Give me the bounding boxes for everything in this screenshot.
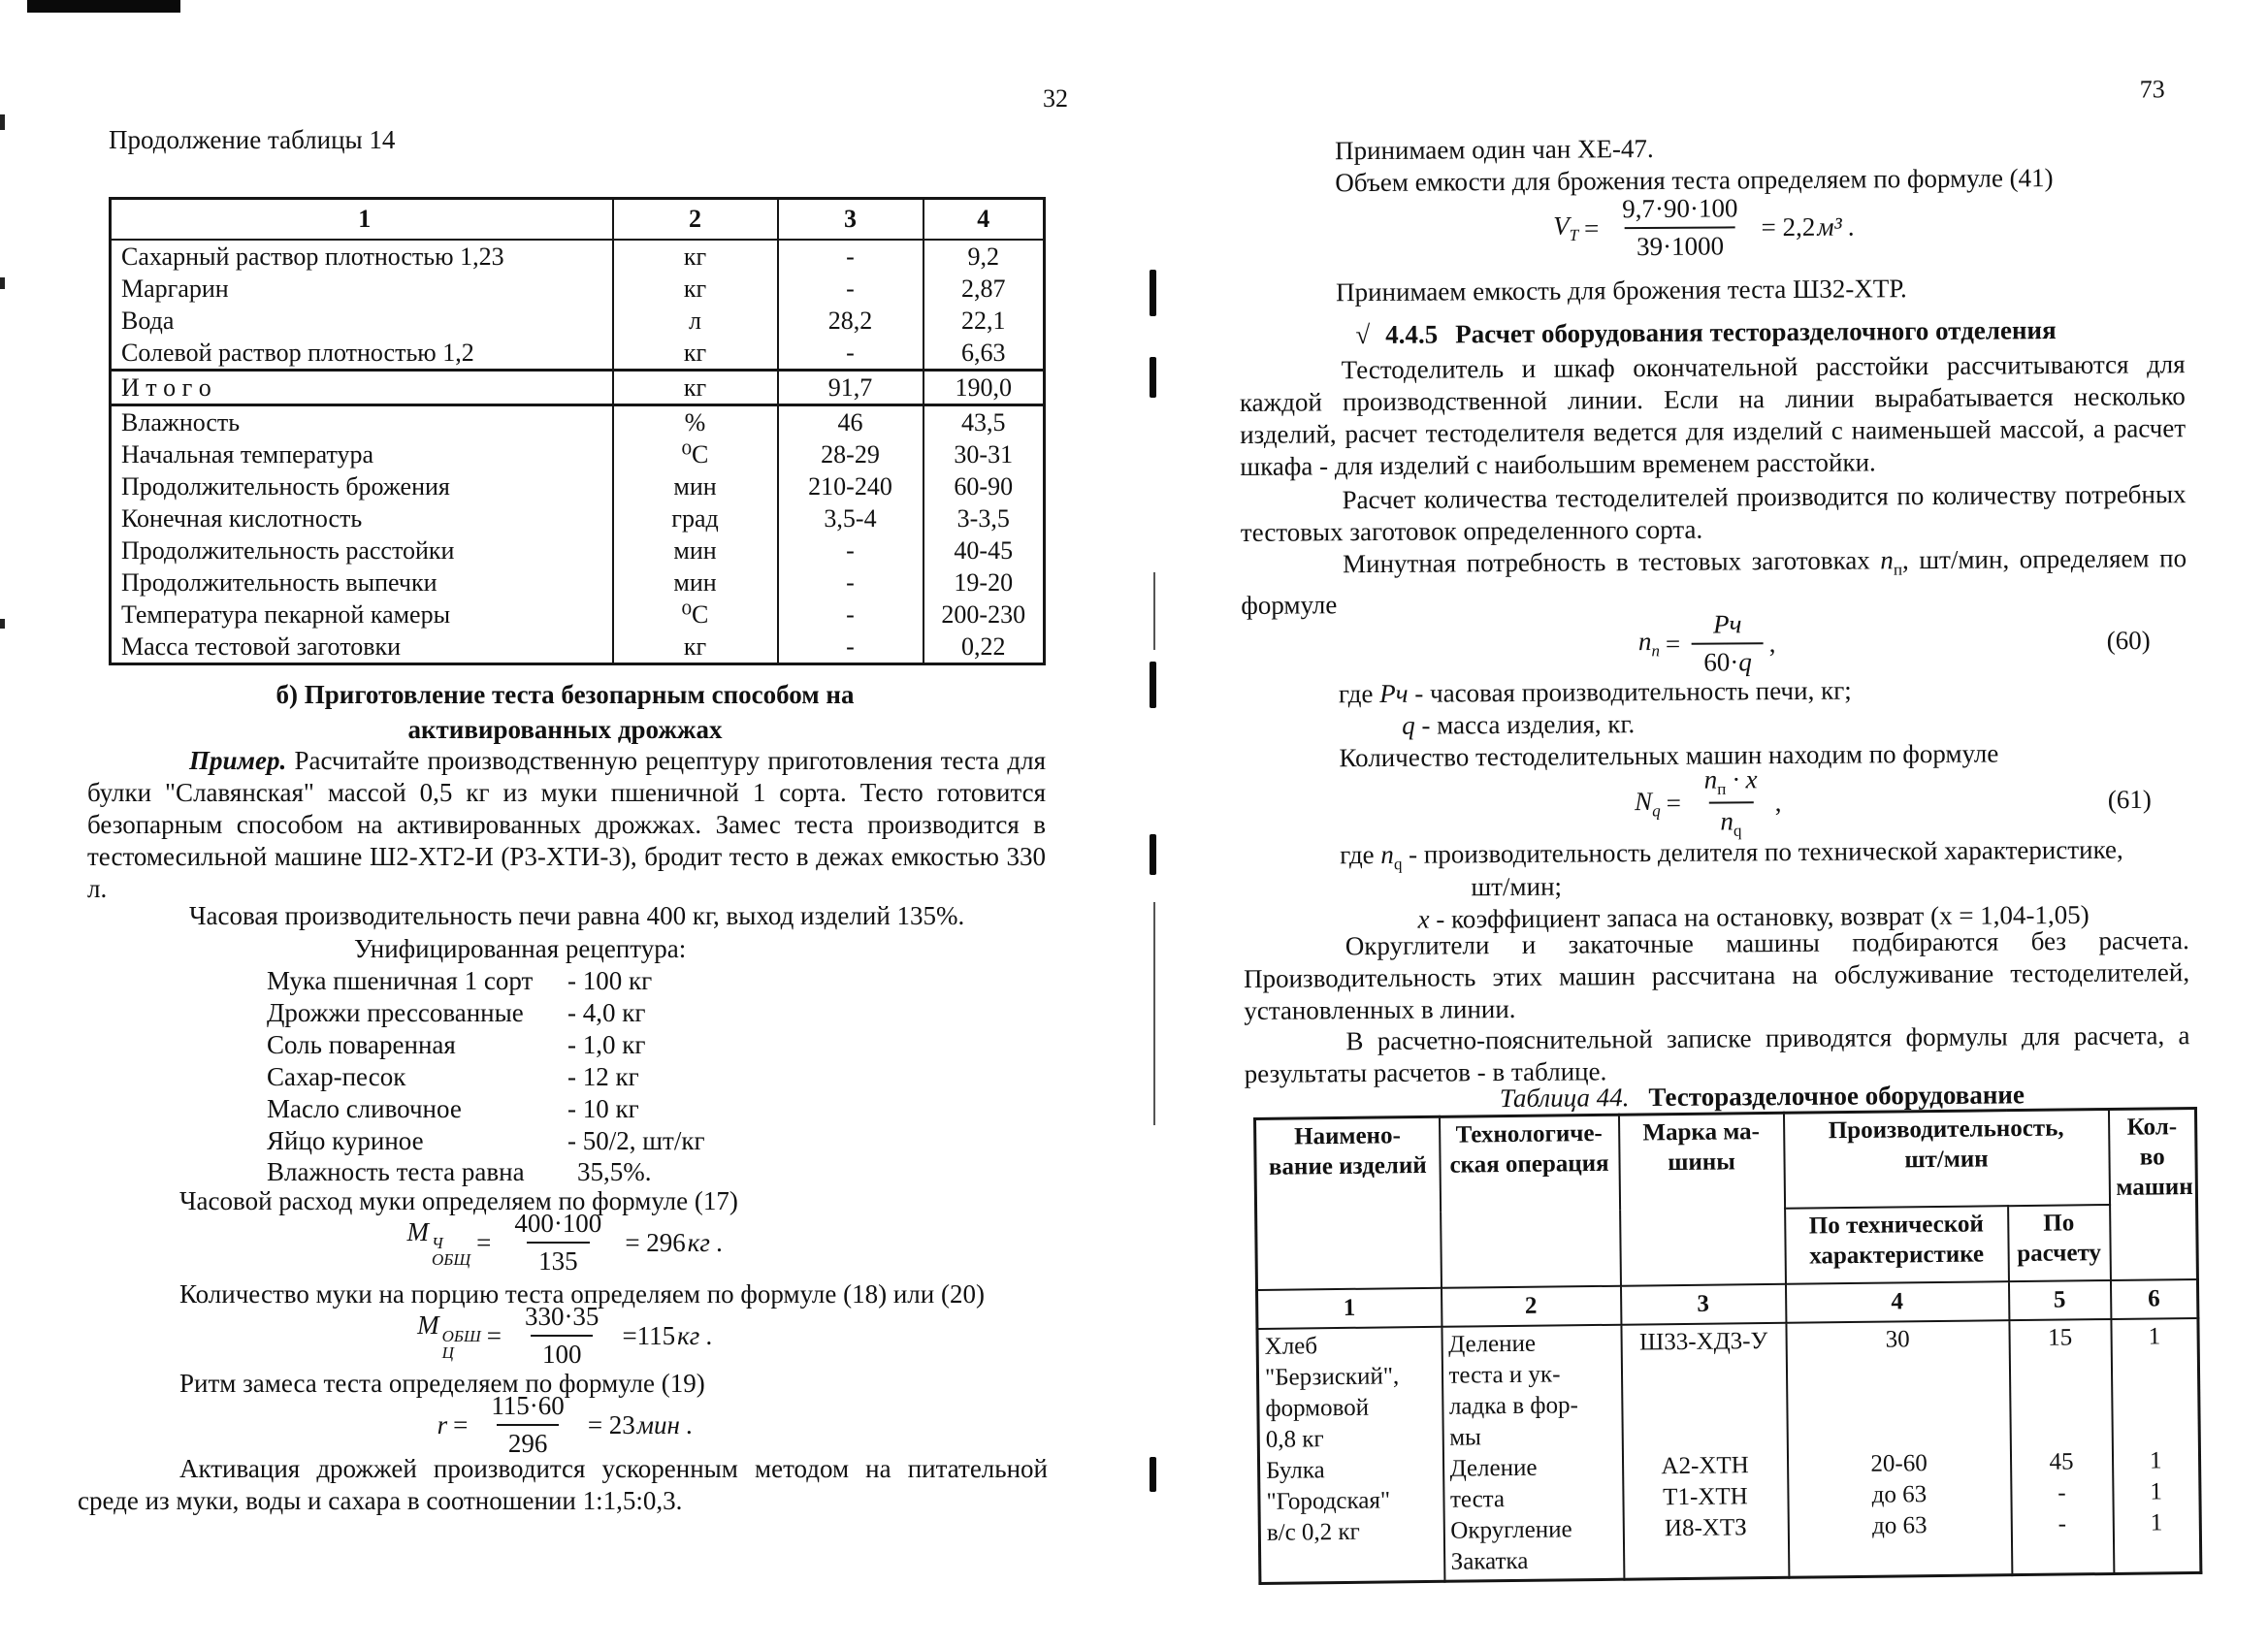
cell-value: 6,63 (923, 337, 1045, 371)
binding-mark (1150, 834, 1156, 875)
header-product: Наимено- вание изделий (1255, 1116, 1442, 1290)
formula17-intro: Часовой расход муки определяем по формуле (17) (179, 1186, 738, 1215)
var-n: n (1880, 545, 1894, 575)
section-heading-line2: активированных дрожжах (407, 715, 723, 744)
line: И8-ХТЗ (1664, 1514, 1747, 1542)
where60-line2 (1402, 708, 1635, 742)
column-number: 3 (778, 199, 923, 241)
where-text: - часовая производительность печи, кг; (1408, 675, 1852, 708)
var-n: n (1720, 806, 1734, 836)
line: теста и ук- (1448, 1361, 1561, 1389)
denominator (1692, 642, 1764, 678)
line: Округление (1450, 1516, 1572, 1544)
recipe-item-value: - 10 кг (567, 1094, 639, 1123)
cell-value: 190,0 (923, 371, 1045, 405)
line (1794, 1416, 2003, 1449)
formula-number: (60) (2106, 625, 2151, 656)
page-number: 32 (1043, 84, 1068, 113)
numerator: 9,7·90·100 (1622, 193, 1738, 224)
recipe-item-name: Дрожжи прессованные (267, 998, 524, 1027)
recipe-item-value: - 1,0 кг (567, 1030, 646, 1059)
var-M: М (417, 1310, 439, 1340)
binding-line (1153, 572, 1155, 650)
line: Хлеб (1264, 1333, 1318, 1360)
line: до 63 (1871, 1512, 1928, 1539)
result-number: = 296 (625, 1227, 686, 1257)
line (2120, 1538, 2193, 1570)
cell-productivity-calc (2009, 1319, 2114, 1575)
line: 45 (2049, 1448, 2074, 1475)
cell-unit: кг (613, 371, 778, 405)
fraction (513, 1302, 611, 1370)
cell-value: - (778, 273, 923, 305)
var-sub: ОБЩ (432, 1250, 471, 1269)
cell-unit: кг (613, 240, 778, 273)
table-row (111, 534, 1045, 566)
line: - (2057, 1510, 2067, 1537)
table-row (111, 405, 1045, 439)
cell-unit: мин (613, 470, 778, 502)
paragraph-divider-count: Расчет количества тестоделителей производится по количеству потребных тестовых заготовок определенного сорта. (1240, 479, 2187, 547)
cell-value: 46 (778, 405, 923, 439)
line (2017, 1384, 2105, 1416)
formula17-result (625, 1228, 723, 1258)
table-row (111, 337, 1045, 371)
example-text: Расчитайте производственную рецептуру приготовления теста для булки "Славянская" массой 0,5 кг из муки пшеничной 1 сорта. Тесто готовится безопарным способом на активированных дрожжах. Замес теста производится в тестомесильной машине Ш2-ХТ2-И (Р3-ХТИ-3), бродит тесто в дежах емкостью 330 л. (87, 746, 1046, 903)
result-unit: м³ . (1817, 211, 1856, 242)
cell-value: 19-20 (923, 566, 1045, 598)
formula60-lhs (1638, 627, 1660, 662)
var-n: n (1380, 839, 1394, 869)
numerator: 115·60 (491, 1391, 565, 1420)
line: 1 (2150, 1478, 2163, 1505)
cell-unit: мин (613, 534, 778, 566)
recipe-item-name: Соль поваренная (267, 1030, 456, 1059)
line (1629, 1388, 1780, 1421)
formula-19 (87, 1391, 1043, 1459)
cell-value: 2,87 (923, 273, 1045, 305)
cell-name: Конечная кислотность (121, 503, 363, 533)
vat-line: Принимаем один чан ХЕ-47. (1334, 133, 1654, 166)
var-r: r (437, 1409, 448, 1439)
formula19-lhs (437, 1410, 448, 1440)
fraction (1692, 609, 1764, 678)
line: 1 (2150, 1509, 2163, 1536)
equals-sign: = (1584, 212, 1600, 242)
table-row (111, 438, 1045, 470)
table44-header-row1 (1255, 1108, 2197, 1213)
binding-mark (1150, 357, 1156, 398)
right-page (1232, 0, 2214, 1649)
example-paragraph (87, 745, 1046, 905)
cell-value: - (778, 534, 923, 566)
var-sub: Ц (441, 1343, 454, 1362)
var-P: Рч (1712, 609, 1742, 639)
where-label: где (1338, 678, 1380, 709)
var-x: х (1417, 904, 1430, 934)
cell-value: 210-240 (778, 470, 923, 502)
column-number: 5 (2008, 1280, 2110, 1320)
result-unit: кг . (687, 1227, 724, 1257)
section-heading (1355, 314, 2056, 351)
para3-after: , шт/мин, определяем по формуле (1241, 543, 2187, 621)
line: 30 (1885, 1326, 1910, 1353)
var-sub: q (1733, 822, 1742, 841)
denominator (1708, 802, 1753, 842)
recipe-item-value: - 100 кг (567, 966, 653, 995)
denominator: 39·1000 (1625, 226, 1735, 262)
line (1796, 1540, 2005, 1573)
den-coefficient: 60· (1703, 647, 1739, 677)
cell-value: 28,2 (778, 305, 923, 337)
where-text: - масса изделия, кг. (1414, 709, 1636, 740)
comma: , (1774, 787, 1782, 818)
line: "Городская" (1266, 1487, 1391, 1515)
scan-artifact-tick (0, 114, 5, 130)
recipe-item-value: - 50/2, шт/кг (567, 1126, 705, 1155)
cell-value: 200-230 (923, 598, 1045, 630)
table-row (111, 305, 1045, 337)
line: мы (1449, 1424, 1482, 1451)
table-row-total (111, 371, 1045, 405)
var-P: Рч (1379, 678, 1409, 708)
cell-unit: кг (613, 630, 778, 664)
equals-sign: = (453, 1409, 469, 1439)
line (1267, 1547, 1438, 1580)
binding-mark (1150, 662, 1156, 708)
recipe-item-name: Масло сливочное (267, 1094, 462, 1123)
section-number: 4.4.5 (1385, 319, 1439, 349)
equals-sign: = (486, 1320, 502, 1350)
line: Т1-ХТН (1663, 1483, 1748, 1511)
cell-name: Продолжительность выпечки (121, 567, 437, 597)
table-row (111, 598, 1045, 630)
column-number: 2 (613, 199, 778, 241)
header-operation: Технологиче- ская операция (1440, 1115, 1621, 1288)
cell-productivity-tech (1786, 1320, 2012, 1577)
recipe-item-name: Влажность теста равна (267, 1157, 525, 1186)
formula-60 (1236, 606, 2177, 681)
table44-body-row (1257, 1318, 2201, 1583)
line (1631, 1543, 1782, 1576)
line (1793, 1354, 2002, 1387)
where61-line1 (1340, 834, 2123, 881)
denominator: 135 (527, 1242, 590, 1277)
paragraph-rounders: Округлители и закаточные машины подбираются без расчета. Производительность этих машин рассчитана на обслуживание тестоделителей, установленных в линии. (1243, 925, 2190, 1025)
table-row (111, 630, 1045, 664)
check-mark: √ (1355, 320, 1371, 350)
equals-sign: = (476, 1227, 492, 1257)
line: 20-60 (1870, 1450, 1928, 1477)
denominator: 296 (497, 1424, 560, 1459)
result-unit: кг . (677, 1320, 713, 1350)
cell-value: 30-31 (923, 438, 1045, 470)
table44-caption-number: Таблица 44. (1499, 1083, 1630, 1114)
formula18-intro: Количество муки на порцию теста определяем по формуле (18) или (20) (179, 1279, 985, 1309)
var-x: · x (1726, 764, 1758, 794)
cell-unit: кг (613, 273, 778, 305)
line: формовой (1265, 1394, 1370, 1422)
cell-value: 9,2 (923, 240, 1045, 273)
cell-value: 40-45 (923, 534, 1045, 566)
var-sub: п (1717, 779, 1727, 798)
equals-sign: = (1666, 788, 1681, 818)
cell-name: Маргарин (121, 274, 229, 303)
recipe-item-name: Яйцо куриное (267, 1126, 424, 1155)
line: Деление (1449, 1454, 1538, 1482)
cell-value: 28-29 (778, 438, 923, 470)
line (2119, 1414, 2192, 1446)
cell-value: 3-3,5 (923, 502, 1045, 534)
cell-name: Продолжительность брожения (121, 471, 450, 501)
recipe-item-name: Сахар-песок (267, 1062, 406, 1091)
paragraph-note: В расчетно-пояснительной записке приводятся формулы для расчета, а результаты расчетов - в таблице. (1244, 1020, 2190, 1088)
binding-mark (1150, 1457, 1156, 1492)
hourly-output-line: Часовая производительность печи равна 400 кг, выход изделий 135%. (189, 901, 965, 930)
left-page (58, 0, 1106, 1649)
para3-before: Минутная потребность в тестовых заготовках (1342, 545, 1881, 579)
header-by-calc: По расчету (2008, 1205, 2111, 1281)
section-title: Расчет оборудования тесторазделочного отделения (1455, 315, 2057, 349)
line: Закатка (1450, 1547, 1529, 1575)
formula18-result (622, 1321, 712, 1351)
formula-number: (61) (2107, 785, 2152, 815)
binding-line (1153, 902, 1155, 1125)
recipe-item-value: - 12 кг (567, 1062, 639, 1091)
numerator (1693, 764, 1769, 802)
cell-name: Влажность (121, 407, 241, 436)
column-number: 4 (923, 199, 1045, 241)
result-number: = 23 (587, 1409, 635, 1439)
cell-value: - (778, 566, 923, 598)
var-n: n (1637, 627, 1652, 657)
numerator (1701, 609, 1754, 642)
formula61-intro: Количество тестоделительных машин находим по формуле (1339, 738, 1999, 773)
cell-name: Начальная температура (121, 439, 374, 469)
var-sup: ОБШ (441, 1327, 481, 1345)
cell-value: - (778, 598, 923, 630)
cell-name: Продолжительность расстойки (121, 535, 455, 565)
line: до 63 (1871, 1481, 1928, 1508)
header-brand: Марка ма- шины (1618, 1113, 1785, 1285)
line: ладка в фор- (1448, 1392, 1579, 1420)
table-row (111, 240, 1045, 273)
table14-dough-parameters (109, 197, 1046, 665)
var-sub: Т (1569, 226, 1579, 245)
line: Ш33-ХД3-У (1638, 1328, 1768, 1356)
numerator: 400·100 (514, 1209, 602, 1238)
line: 1 (2149, 1447, 2162, 1474)
closing-paragraph: Активация дрожжей производится ускоренным методом на питательной среде из муки, воды и сахара в соотношении 1:1,5:0,3. (78, 1454, 1048, 1515)
column-number: 3 (1620, 1284, 1785, 1325)
formula41-lhs (1553, 211, 1578, 246)
where61-line1-cont: шт/мин; (1471, 871, 1563, 902)
var-V: V (1553, 210, 1570, 241)
header-productivity: Производительность, шт/мин (1783, 1109, 2109, 1208)
line: теста (1449, 1486, 1506, 1513)
recipe-item-name: Мука пшеничная 1 сорт (267, 966, 534, 995)
column-number: 6 (2110, 1279, 2197, 1319)
section-heading-line1: б) Приготовление теста безопарным способом на (275, 680, 855, 709)
fraction (502, 1209, 613, 1277)
var-n: n (1703, 764, 1718, 794)
where-label: где (1340, 839, 1381, 870)
line: Булка (1265, 1457, 1325, 1484)
cell-operation (1442, 1325, 1624, 1582)
table44-caption-title: Тесторазделочное оборудование (1648, 1080, 2025, 1113)
paragraph-divider-rules: Тестоделитель и шкаф окончательной расстойки рассчитываются для каждой производственной линии. Если на линии вырабатывается несколько изделий, расчет тестоделителя ведется для изделий с наименьшей массой, а расчет шкафа - для изделий с наибольшим временем расстойки. (1239, 349, 2187, 481)
container-line: Принимаем емкость для брожения теста Ш32-ХТР. (1336, 274, 1907, 307)
line (2118, 1352, 2191, 1384)
formula-18 (87, 1302, 1043, 1370)
where-text: - производительность делителя по технической характеристике, (1402, 834, 2123, 869)
column-number: 4 (1785, 1281, 2008, 1323)
formula61-lhs (1635, 787, 1661, 822)
cell-value: 60-90 (923, 470, 1045, 502)
example-lead: Пример. (189, 746, 287, 775)
line (1629, 1419, 1780, 1452)
line: 15 (2047, 1324, 2073, 1351)
formula-41 (1233, 190, 2174, 265)
page-number: 73 (2139, 75, 2165, 104)
where60-line1 (1339, 675, 1852, 711)
column-number: 1 (1257, 1288, 1442, 1329)
line (2017, 1415, 2105, 1447)
cell-value: - (778, 240, 923, 273)
line: "Берзиский", (1264, 1363, 1400, 1391)
formula18-lhs (417, 1310, 481, 1361)
var-sub: q (1652, 801, 1661, 821)
fraction (1610, 193, 1750, 262)
var-sub: q (1393, 855, 1403, 874)
line: А2-ХТН (1661, 1452, 1749, 1480)
table44-dough-dividing-equipment (1253, 1107, 2202, 1585)
table-row (111, 470, 1045, 502)
cell-name: Сахарный раствор плотностью 1,23 (121, 242, 504, 271)
cell-machine-count (2111, 1318, 2201, 1574)
column-number: 2 (1442, 1286, 1621, 1327)
line (2119, 1383, 2192, 1415)
line (1794, 1385, 2003, 1418)
cell-unit: ⁰С (613, 598, 778, 630)
cell-name: Солевой раствор плотностью 1,2 (121, 338, 474, 367)
header-count: Кол-во машин (2108, 1108, 2197, 1280)
comma: , (1768, 628, 1776, 658)
column-number: 1 (111, 199, 613, 241)
line: 1 (2148, 1323, 2161, 1350)
cell-value: 22,1 (923, 305, 1045, 337)
cell-value: - (778, 630, 923, 664)
table14-caption: Продолжение таблицы 14 (109, 125, 396, 154)
cell-name: Масса тестовой заготовки (121, 631, 402, 661)
line (2018, 1539, 2106, 1571)
result-unit: мин . (636, 1409, 694, 1439)
line: в/с 0,2 кг (1266, 1518, 1361, 1546)
volume-line: Объем емкости для брожения теста определяем по формуле (41) (1335, 163, 2054, 198)
var-sub: п (1651, 641, 1661, 661)
header-tech-spec: По технической характеристике (1785, 1206, 2009, 1284)
formula-17 (87, 1209, 1043, 1277)
cell-value: 91,7 (778, 371, 923, 405)
formula-61 (1238, 761, 2180, 845)
line: Деление (1448, 1330, 1537, 1358)
cell-value: - (778, 337, 923, 371)
scan-artifact-tick (0, 619, 5, 629)
where-text: - коэффициент запаса на остановку, возврат (х = 1,04-1,05) (1429, 899, 2090, 934)
cell-brand (1621, 1323, 1789, 1579)
fraction (1693, 764, 1769, 841)
cell-unit: мин (613, 566, 778, 598)
table-row (111, 502, 1045, 534)
scan-artifact-tick (0, 277, 5, 289)
cell-name: Вода (121, 306, 175, 335)
table-row (111, 273, 1045, 305)
cell-unit: град (613, 502, 778, 534)
formula17-lhs (407, 1217, 471, 1268)
var-sub: п (1893, 560, 1903, 579)
recipe-item-value: 35,5%. (577, 1157, 652, 1186)
recipe-item-value: - 4,0 кг (567, 998, 646, 1027)
var-q: q (1402, 710, 1415, 740)
formula19-result (588, 1410, 694, 1440)
binding-mark (1150, 270, 1156, 316)
cell-value: 3,5-4 (778, 502, 923, 534)
formula19-intro: Ритм замеса теста определяем по формуле (19) (179, 1369, 705, 1398)
cell-unit: % (613, 405, 778, 439)
cell-value: 0,22 (923, 630, 1045, 664)
cell-unit: кг (613, 337, 778, 371)
denominator: 100 (531, 1335, 594, 1370)
cell-unit: ⁰С (613, 438, 778, 470)
cell-name: И т о г о (111, 371, 613, 405)
cell-unit: л (613, 305, 778, 337)
var-q: q (1738, 647, 1752, 677)
fraction (479, 1391, 576, 1459)
result-number: =115 (622, 1320, 676, 1350)
recipe-title: Унифицированная рецептура: (354, 934, 687, 963)
table14-header-row (111, 199, 1045, 241)
equals-sign: = (1665, 629, 1681, 659)
numerator: 330·35 (524, 1302, 599, 1331)
formula41-result (1761, 211, 1855, 242)
var-sup: Ч (432, 1234, 443, 1252)
cell-value: 43,5 (923, 405, 1045, 439)
line: - (2057, 1479, 2066, 1506)
line (2016, 1353, 2104, 1385)
cell-name: Температура пекарной камеры (121, 599, 451, 629)
line (1628, 1357, 1779, 1390)
result-number: = 2,2 (1761, 211, 1816, 242)
line: 0,8 кг (1265, 1426, 1324, 1453)
var-M: М (406, 1217, 430, 1246)
var-N: N (1634, 786, 1653, 816)
table-row (111, 566, 1045, 598)
cell-product (1257, 1327, 1444, 1584)
